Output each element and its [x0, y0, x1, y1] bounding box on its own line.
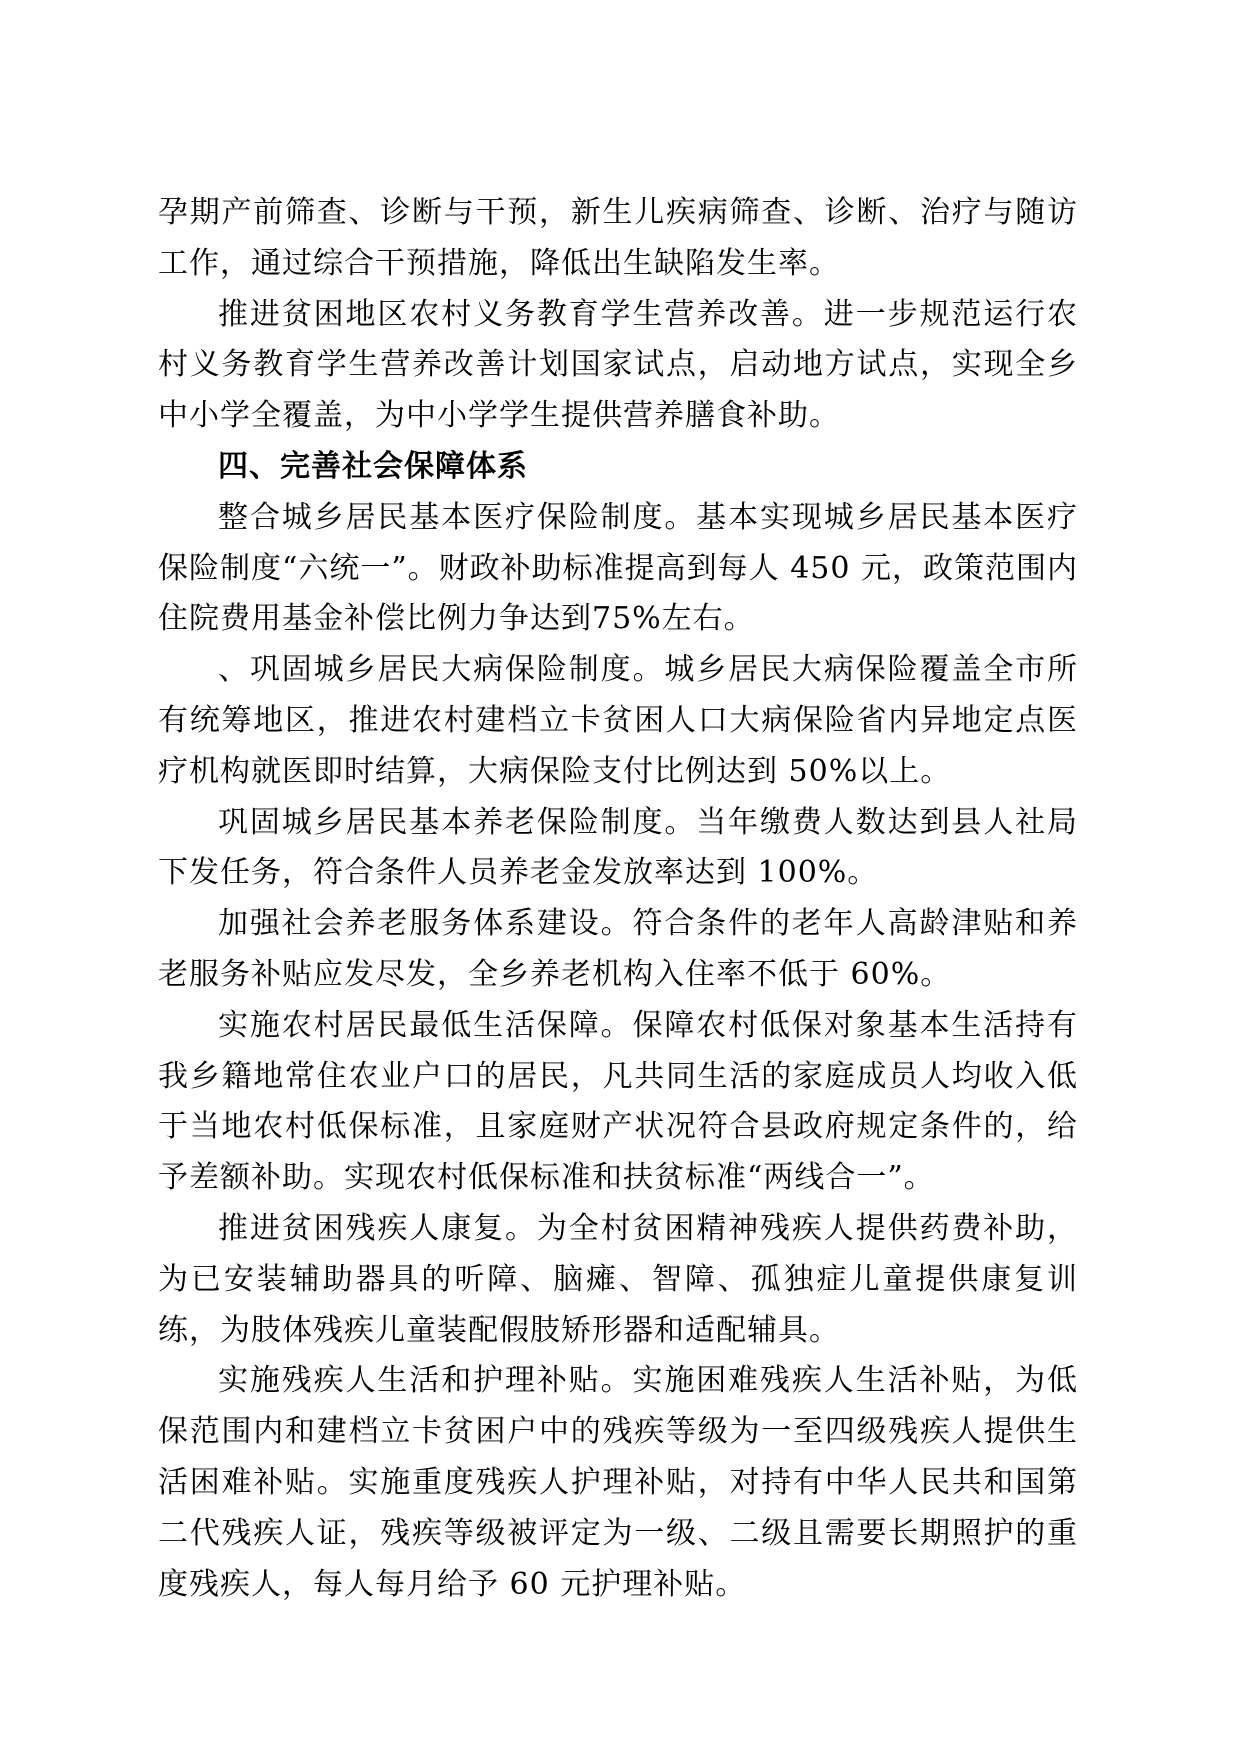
paragraph-prenatal-screening: 孕期产前筛查、诊断与干预，新生儿疾病筛查、诊断、治疗与随访工作，通过综合干预措施，降低出生缺陷发生率。 [158, 195, 1078, 281]
paragraph-elderly-care-services: 加强社会养老服务体系建设。符合条件的老年人高龄津贴和养老服务补贴应发尽发，全乡养老机构入住率不低于 60%。 [158, 906, 1078, 992]
paragraph-serious-illness-insurance: 、巩固城乡居民大病保险制度。城乡居民大病保险覆盖全市所有统筹地区，推进农村建档立卡贫困人口大病保险省内异地定点医疗机构就医即时结算，大病保险支付比例达到 50%以上。 [158, 652, 1078, 789]
paragraph-student-nutrition: 推进贫困地区农村义务教育学生营养改善。进一步规范运行农村义务教育学生营养改善计划国家试点，启动地方试点，实现全乡中小学全覆盖，为中小学学生提供营养膳食补助。 [158, 296, 1078, 434]
paragraph-disability-rehabilitation: 推进贫困残疾人康复。为全村贫困精神残疾人提供药费补助，为已安装辅助器具的听障、脑瘫、智障、孤独症儿童提供康复训练，为肢体残疾儿童装配假肢矫形器和适配辅具。 [158, 1210, 1078, 1348]
paragraph-minimum-living-security: 实施农村居民最低生活保障。保障农村低保对象基本生活持有我乡籍地常住农业户口的居民，凡共同生活的家庭成员人均收入低于当地农村低保标准，且家庭财产状况符合县政府规定条件的，给予差额补助。实现农村低保标准和扶贫标准“两线合一”。 [158, 1007, 1078, 1196]
document-page [158, 188, 1078, 1610]
section-heading-social-security: 四、完善社会保障体系 [218, 448, 528, 484]
paragraph-medical-insurance: 整合城乡居民基本医疗保险制度。基本实现城乡居民基本医疗保险制度“六统一”。财政补助标准提高到每人 450 元，政策范围内住院费用基金补偿比例力争达到75%左右。 [158, 499, 1079, 637]
paragraph-disability-subsidies: 实施残疾人生活和护理补贴。实施困难残疾人生活补贴，为低保范围内和建档立卡贫困户中的残疾等级为一至四级残疾人提供生活困难补贴。实施重度残疾人护理补贴，对持有中华人民共和国第二代残疾人证，残疾等级被评定为一级、二级且需要长期照护的重度残疾人，每人每月给予 60 元护理补贴。 [158, 1363, 1078, 1602]
paragraph-pension-insurance: 巩固城乡居民基本养老保险制度。当年缴费人数达到县人社局下发任务，符合条件人员养老金发放率达到 100%。 [158, 804, 1078, 891]
